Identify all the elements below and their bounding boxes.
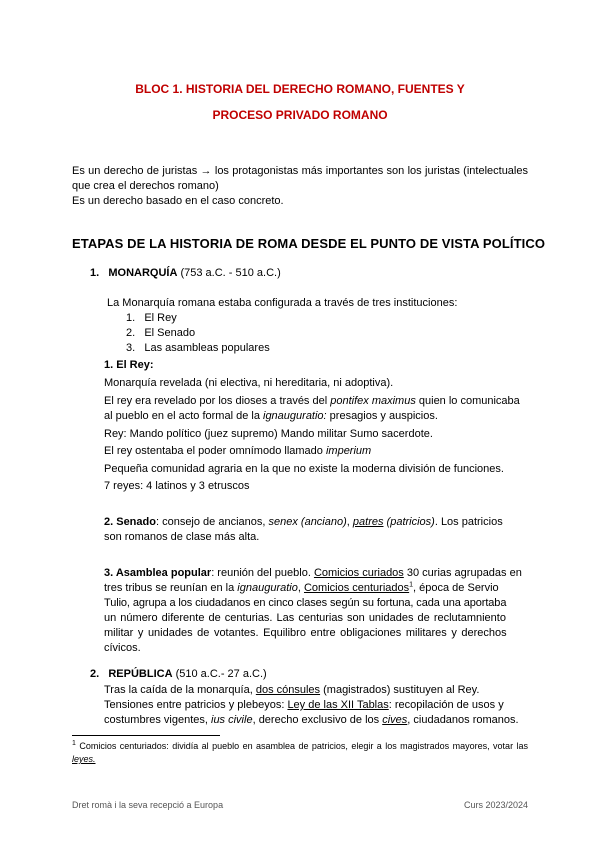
asamblea-l2c: , [297,582,304,594]
senado-t3: , [346,516,353,528]
intro-paragraph: Es un derecho de juristas → los protagonistas más importantes son los juristas (intelectuales que crea el derechos romano) [72,165,528,192]
monarquia-title: MONARQUÍA [108,267,178,279]
footnote-separator [72,735,220,736]
republica-title: REPÚBLICA [108,668,173,680]
monarquia-dates: (753 a.C. - 510 a.C.) [180,267,281,279]
senado-line-2: son romanos de clase más alta. [104,531,260,543]
institutions-list [126,311,270,356]
asamblea-l2f: , época de Servio [413,582,499,594]
comicios-centuriados-term: Comicios centuriados [303,582,410,594]
rey-line-2-a: El rey era revelado por los dioses a través del [104,395,331,407]
footnote-1 [72,740,528,766]
republica-l2a: Tensiones entre patricios y plebeyos: [104,699,288,711]
footnote-leyes: leyes. [72,754,96,764]
ley-xii-tablas-term: Ley de las XII Tablas [287,699,389,711]
patres-term: patres [352,516,384,528]
dos-consules-term: dos cónsules [255,684,321,696]
rey-line-5 [104,444,528,459]
republica-l3a: costumbres vigentes, [104,714,211,726]
rey-line-2 [104,394,528,409]
rey-line-3-c: presagios y auspicios. [326,410,438,422]
rey-line-6: Pequeña comunidad agraria en la que no existe la moderna división de funciones. [104,463,504,475]
ignauguratio-term-2: ignauguratio [237,582,298,594]
footnote-text: Comicios centuriados: dividía al pueblo en asamblea de patricios, elegir a los magistrados mayores, votar las [75,741,528,751]
asamblea-line-5: militar y unidades de votantes. Equilibro entre obligaciones militares y derechos [104,627,507,639]
institution-item-1: 1. El Rey [126,312,177,324]
republica-number: 2. [90,668,100,680]
asamblea-line-6: cívicos. [104,642,141,654]
senado-line-1 [104,515,528,530]
ignauguratio-term: ignauguratio: [263,410,327,422]
monarquia-heading [90,267,281,279]
republica-l1c: (magistrados) sustituyen al Rey. [320,684,480,696]
patricios-term: (patricios) [383,516,435,528]
asamblea-line-3: Tulio, agrupa a los ciudadanos en cinco clases según su fortuna, cada una aportaba [104,597,507,609]
republica-line-3 [104,713,528,728]
cives-term: cives [382,714,408,726]
asamblea-line-1 [104,566,528,581]
institution-label-2: El Senado [144,327,196,339]
asamblea-l2a: tres tribus se reunían en la [104,582,238,594]
asamblea-l1c: 30 curias agrupadas en [403,567,522,579]
ius-civile-term: ius civile [211,714,253,726]
rey-line-3-a: al pueblo en el acto formal de la [104,410,263,422]
document-title-line-1: BLOC 1. HISTORIA DEL DERECHO ROMANO, FUENTES Y [135,82,465,96]
rey-line-4: Rey: Mando político (juez supremo) Mando militar Sumo sacerdote. [104,428,433,440]
pontifex-maximus: pontifex maximus [330,395,416,407]
rey-line-3 [104,409,528,424]
republica-l2c: : recopilación de usos y [388,699,504,711]
rey-line-2-c: quien lo comunicaba [415,395,520,407]
imperium-term: imperium [325,445,372,457]
intro-line-2: Es un derecho basado en el caso concreto. [72,195,284,207]
republica-dates: (510 a.C.- 27 a.C.) [175,668,267,680]
footer-left: Dret romà i la seva recepció a Europa [72,800,224,810]
footnote-ref-1[interactable]: 1 [409,581,414,589]
institution-item-2: 2. El Senado [126,327,196,339]
asamblea-line-2 [104,581,528,596]
institution-item-3: 3. Las asambleas populares [126,342,270,354]
senex-term: senex (anciano) [268,516,347,528]
rey-line-5-a: El rey ostentaba el poder omnímodo llamado [104,445,326,457]
institution-label-1: El Rey [144,312,177,324]
footer-right: Curs 2023/2024 [463,800,528,810]
senado-t1: : consejo de ancianos, [155,516,269,528]
monarquia-intro: La Monarquía romana estaba configurada a través de tres instituciones: [107,297,458,309]
rey-line-1: Monarquía revelada (ni electiva, ni hereditaria, ni adoptiva). [104,377,394,389]
document-title-line-2: PROCESO PRIVADO ROMANO [212,108,388,122]
senado-t6: . Los patricios [434,516,503,528]
republica-l3e: , ciudadanos romanos. [407,714,519,726]
asamblea-heading: 3. Asamblea popular [104,567,212,579]
asamblea-line-4: un número diferente de centurias. Las centurias son unidades de reclutamniento [104,612,506,624]
institution-label-3: Las asambleas populares [144,342,270,354]
section-heading: ETAPAS DE LA HISTORIA DE ROMA DESDE EL PUNTO DE VISTA POLÍTICO [72,236,546,251]
republica-line-2 [104,698,528,713]
monarquia-number: 1. [90,267,100,279]
republica-line-1 [104,683,528,698]
senado-heading: 2. Senado [104,516,156,528]
footnote-mark: 1 [72,740,76,747]
asamblea-l1a: : reunión del pueblo. [211,567,314,579]
comicios-curiados-term: Comicios curiados [313,567,404,579]
rey-line-7: 7 reyes: 4 latinos y 3 etruscos [104,480,250,492]
rey-heading: 1. El Rey: [104,359,154,371]
republica-l1a: Tras la caída de la monarquía, [104,684,256,696]
republica-l3c: , derecho exclusivo de los [252,714,383,726]
republica-heading [90,668,267,680]
